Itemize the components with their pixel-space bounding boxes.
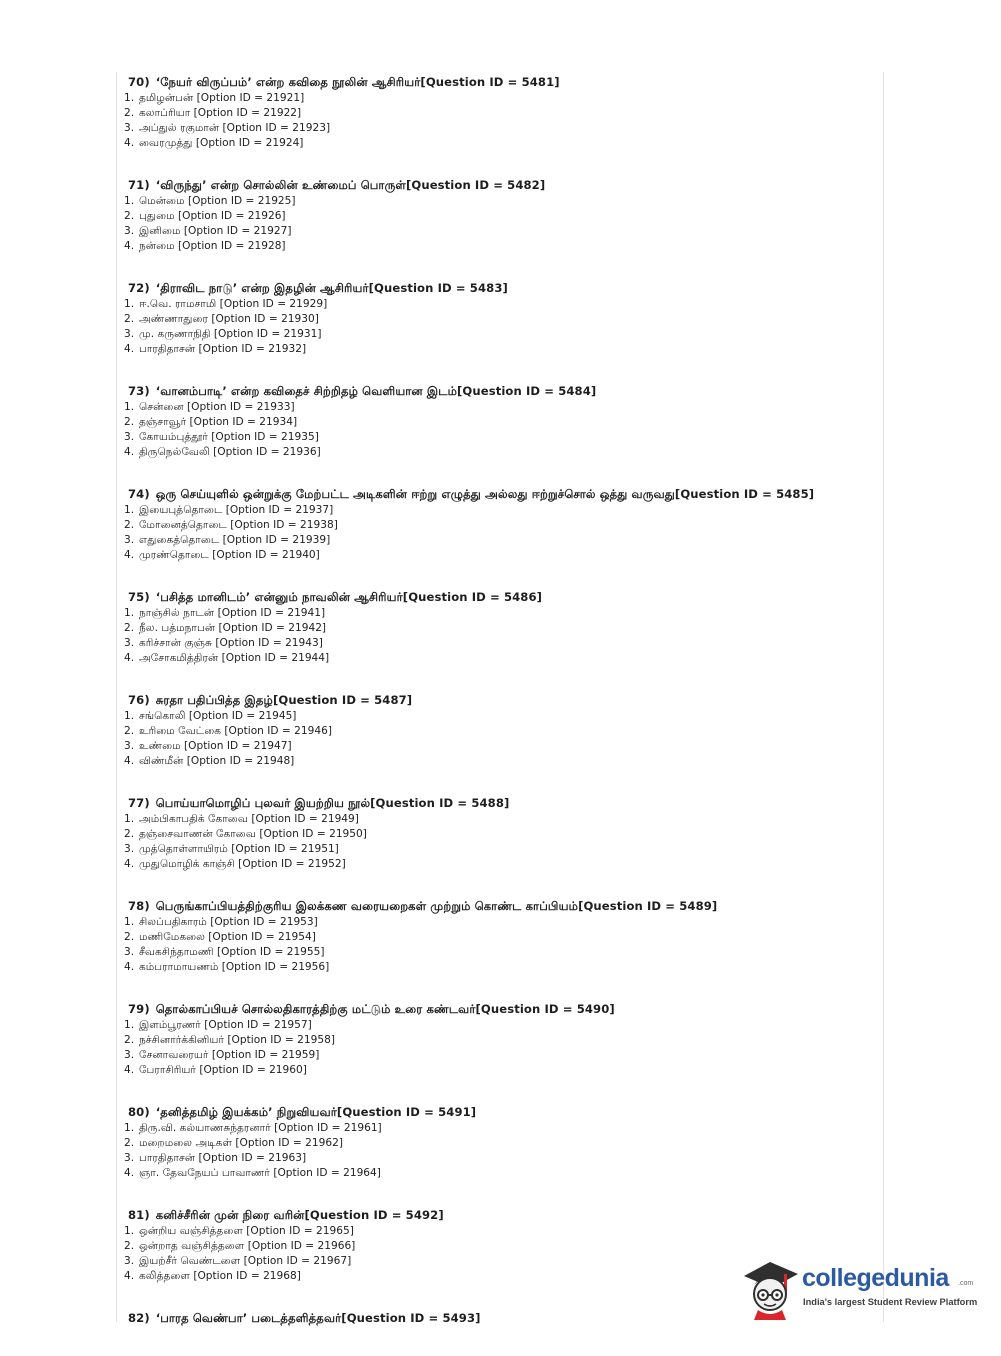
question-text: ‘வானம்பாடி’ என்ற கவிதைச் சிற்றிதழ் வெளியான இடம்[Question ID = 5484] <box>155 384 597 398</box>
question-text: ‘நேயர் விருப்பம்’ என்ற கவிதை நூலின் ஆசிரியர்[Question ID = 5481] <box>155 75 560 89</box>
question-heading <box>124 589 880 606</box>
option-text: நன்மை [Option ID = 21928] <box>139 240 286 252</box>
question-block <box>124 898 880 975</box>
option-number: 2. <box>124 828 135 840</box>
option-item <box>124 960 880 975</box>
option-number: 4. <box>124 652 135 664</box>
option-text: கம்பராமாயணம் [Option ID = 21956] <box>139 961 330 973</box>
option-number: 4. <box>124 858 135 870</box>
option-item <box>124 239 880 254</box>
option-text: அப்துல் ரகுமான் [Option ID = 21923] <box>139 122 331 134</box>
option-number: 4. <box>124 137 135 149</box>
option-item <box>124 342 880 357</box>
option-text: இயைபுத்தொடை [Option ID = 21937] <box>139 504 334 516</box>
option-text: உண்மை [Option ID = 21947] <box>139 740 292 752</box>
option-text: கரிச்சான் குஞ்சு [Option ID = 21943] <box>139 637 323 649</box>
option-item <box>124 503 880 518</box>
option-text: பாரதிதாசன் [Option ID = 21932] <box>139 343 307 355</box>
option-text: விண்மீன் [Option ID = 21948] <box>139 755 295 767</box>
option-item <box>124 1224 880 1239</box>
option-item <box>124 106 880 121</box>
option-item <box>124 754 880 769</box>
option-text: கலாப்ரியா [Option ID = 21922] <box>139 107 302 119</box>
question-number: 74) <box>128 487 150 501</box>
option-number: 4. <box>124 446 135 458</box>
question-block <box>124 1001 880 1078</box>
option-text: மென்மை [Option ID = 21925] <box>139 195 296 207</box>
student-mascot-icon <box>740 1250 802 1320</box>
option-item <box>124 533 880 548</box>
option-number: 2. <box>124 1034 135 1046</box>
option-number: 4. <box>124 1064 135 1076</box>
option-item <box>124 518 880 533</box>
option-text: முதுமொழிக் காஞ்சி [Option ID = 21952] <box>139 858 346 870</box>
option-item <box>124 606 880 621</box>
option-text: ஒன்றிய வஞ்சித்தளை [Option ID = 21965] <box>139 1225 354 1237</box>
option-item <box>124 636 880 651</box>
option-number: 1. <box>124 401 135 413</box>
option-item <box>124 430 880 445</box>
option-number: 4. <box>124 549 135 561</box>
question-text: கனிச்சீரின் முன் நிரை வரின்[Question ID = 5492] <box>155 1208 444 1222</box>
option-text: தஞ்சாவூர் [Option ID = 21934] <box>139 416 298 428</box>
option-item <box>124 445 880 460</box>
option-number: 3. <box>124 946 135 958</box>
option-text: ஞா. தேவநேயப் பாவாணர் [Option ID = 21964] <box>139 1167 381 1179</box>
option-item <box>124 1048 880 1063</box>
option-number: 2. <box>124 1137 135 1149</box>
option-text: புதுமை [Option ID = 21926] <box>139 210 286 222</box>
option-number: 2. <box>124 725 135 737</box>
option-text: முரண்தொடை [Option ID = 21940] <box>139 549 320 561</box>
option-list <box>124 194 880 254</box>
question-block <box>124 692 880 769</box>
question-number: 81) <box>128 1208 150 1222</box>
option-text: அண்ணாதுரை [Option ID = 21930] <box>139 313 319 325</box>
question-number: 79) <box>128 1002 150 1016</box>
option-item <box>124 297 880 312</box>
option-text: உரிமை வேட்கை [Option ID = 21946] <box>139 725 332 737</box>
option-item <box>124 91 880 106</box>
option-number: 3. <box>124 843 135 855</box>
option-text: சென்னை [Option ID = 21933] <box>139 401 295 413</box>
option-number: 2. <box>124 210 135 222</box>
option-item <box>124 121 880 136</box>
option-number: 2. <box>124 931 135 943</box>
option-text: ஈ.வெ. ராமசாமி [Option ID = 21929] <box>139 298 328 310</box>
option-number: 3. <box>124 1255 135 1267</box>
option-number: 3. <box>124 1152 135 1164</box>
option-number: 4. <box>124 240 135 252</box>
option-item <box>124 915 880 930</box>
question-list <box>124 74 880 1353</box>
option-number: 3. <box>124 328 135 340</box>
question-heading <box>124 1104 880 1121</box>
option-text: சங்கொலி [Option ID = 21945] <box>139 710 297 722</box>
option-list <box>124 91 880 151</box>
option-item <box>124 312 880 327</box>
option-item <box>124 1121 880 1136</box>
option-text: நாஞ்சில் நாடன் [Option ID = 21941] <box>139 607 326 619</box>
question-heading <box>124 177 880 194</box>
question-text: ‘பசித்த மானிடம்’ என்னும் நாவலின் ஆசிரியர்[Question ID = 5486] <box>155 590 543 604</box>
option-number: 2. <box>124 1240 135 1252</box>
question-text: ‘விருந்து’ என்ற சொல்லின் உண்மைப் பொருள்[Question ID = 5482] <box>155 178 546 192</box>
option-item <box>124 827 880 842</box>
option-text: இனிமை [Option ID = 21927] <box>139 225 292 237</box>
question-heading <box>124 795 880 812</box>
option-item <box>124 1018 880 1033</box>
question-text: தொல்காப்பியச் சொல்லதிகாரத்திற்கு மட்டும் உரை கண்டவர்[Question ID = 5490] <box>155 1002 615 1016</box>
option-text: கோயம்புத்தூர் [Option ID = 21935] <box>139 431 319 443</box>
option-number: 1. <box>124 504 135 516</box>
option-item <box>124 548 880 563</box>
question-block <box>124 280 880 357</box>
option-list <box>124 709 880 769</box>
option-number: 3. <box>124 225 135 237</box>
collegedunia-logo <box>740 1250 980 1326</box>
option-text: திருநெல்வேலி [Option ID = 21936] <box>139 446 321 458</box>
option-item <box>124 194 880 209</box>
option-number: 2. <box>124 416 135 428</box>
question-heading <box>124 486 880 503</box>
option-text: இயற்சீர் வெண்டளை [Option ID = 21967] <box>139 1255 352 1267</box>
option-number: 1. <box>124 710 135 722</box>
option-item <box>124 136 880 151</box>
option-list <box>124 1018 880 1078</box>
option-text: வைரமுத்து [Option ID = 21924] <box>139 137 304 149</box>
option-text: கலித்தளை [Option ID = 21968] <box>139 1270 301 1282</box>
option-text: சீவகசிந்தாமணி [Option ID = 21955] <box>139 946 325 958</box>
brand-domain: .com <box>958 1280 974 1287</box>
option-text: மோனைத்தொடை [Option ID = 21938] <box>139 519 338 531</box>
question-block <box>124 1104 880 1181</box>
option-text: திரு.வி. கல்யாணசுந்தரனார் [Option ID = 21961] <box>139 1122 382 1134</box>
question-block <box>124 795 880 872</box>
option-number: 1. <box>124 92 135 104</box>
question-heading <box>124 1207 880 1224</box>
option-item <box>124 1136 880 1151</box>
option-item <box>124 1151 880 1166</box>
option-number: 4. <box>124 755 135 767</box>
option-item <box>124 651 880 666</box>
question-number: 76) <box>128 693 150 707</box>
option-item <box>124 400 880 415</box>
option-number: 1. <box>124 607 135 619</box>
question-heading <box>124 280 880 297</box>
option-text: இளம்பூரணர் [Option ID = 21957] <box>139 1019 312 1031</box>
option-text: மறைமலை அடிகள் [Option ID = 21962] <box>139 1137 343 1149</box>
question-block <box>124 177 880 254</box>
option-text: அம்பிகாபதிக் கோவை [Option ID = 21949] <box>139 813 359 825</box>
question-number: 78) <box>128 899 150 913</box>
option-item <box>124 209 880 224</box>
option-item <box>124 812 880 827</box>
question-number: 71) <box>128 178 150 192</box>
option-item <box>124 224 880 239</box>
option-item <box>124 1033 880 1048</box>
question-block <box>124 486 880 563</box>
question-block <box>124 589 880 666</box>
option-text: சிலப்பதிகாரம் [Option ID = 21953] <box>139 916 318 928</box>
question-number: 72) <box>128 281 150 295</box>
option-text: எதுகைத்தொடை [Option ID = 21939] <box>139 534 331 546</box>
question-number: 80) <box>128 1105 150 1119</box>
question-text: பெருங்காப்பியத்திற்குரிய இலக்கண வரையறைகள் முற்றும் கொண்ட காப்பியம்[Question ID = 5489] <box>155 899 718 913</box>
option-item <box>124 621 880 636</box>
option-number: 2. <box>124 313 135 325</box>
option-list <box>124 400 880 460</box>
question-number: 77) <box>128 796 150 810</box>
option-number: 4. <box>124 343 135 355</box>
option-item <box>124 857 880 872</box>
option-number: 1. <box>124 1019 135 1031</box>
question-text: ஒரு செய்யுளில் ஒன்றுக்கு மேற்பட்ட அடிகளின் ஈற்று எழுத்து அல்லது ஈற்றுச்சொல் ஒத்து வருவது[Question ID = 5485] <box>155 487 815 501</box>
question-text: பொய்யாமொழிப் புலவர் இயற்றிய நூல்[Question ID = 5488] <box>155 796 510 810</box>
option-number: 3. <box>124 740 135 752</box>
option-number: 1. <box>124 916 135 928</box>
question-block <box>124 74 880 151</box>
option-list <box>124 503 880 563</box>
option-text: நச்சினார்க்கினியர் [Option ID = 21958] <box>139 1034 335 1046</box>
option-text: தமிழன்பன் [Option ID = 21921] <box>139 92 305 104</box>
option-list <box>124 297 880 357</box>
option-item <box>124 415 880 430</box>
option-number: 4. <box>124 961 135 973</box>
question-block <box>124 383 880 460</box>
option-number: 1. <box>124 195 135 207</box>
option-text: ஒன்றாத வஞ்சித்தளை [Option ID = 21966] <box>139 1240 356 1252</box>
option-text: சேனாவரையர் [Option ID = 21959] <box>139 1049 320 1061</box>
question-number: 82) <box>128 1311 150 1325</box>
option-item <box>124 739 880 754</box>
option-number: 3. <box>124 637 135 649</box>
option-number: 2. <box>124 107 135 119</box>
option-item <box>124 724 880 739</box>
option-text: மு. கருணாநிதி [Option ID = 21931] <box>139 328 322 340</box>
option-item <box>124 842 880 857</box>
question-heading <box>124 898 880 915</box>
brand-name: collegedunia <box>802 1264 949 1292</box>
question-heading <box>124 1001 880 1018</box>
option-item <box>124 1063 880 1078</box>
option-text: பேராசிரியர் [Option ID = 21960] <box>139 1064 307 1076</box>
option-number: 1. <box>124 1122 135 1134</box>
option-text: மணிமேகலை [Option ID = 21954] <box>139 931 316 943</box>
option-number: 2. <box>124 622 135 634</box>
option-item <box>124 709 880 724</box>
option-text: அசோகமித்திரன் [Option ID = 21944] <box>139 652 330 664</box>
option-number: 2. <box>124 519 135 531</box>
option-number: 1. <box>124 1225 135 1237</box>
option-text: நீல. பத்மநாபன் [Option ID = 21942] <box>139 622 327 634</box>
question-text: ‘திராவிட நாடு’ என்ற இதழின் ஆசிரியர்[Question ID = 5483] <box>155 281 508 295</box>
option-list <box>124 915 880 975</box>
option-number: 1. <box>124 298 135 310</box>
question-text: ‘பாரத வெண்பா’ படைத்தளித்தவர்[Question ID = 5493] <box>155 1311 481 1325</box>
question-number: 70) <box>128 75 150 89</box>
question-text: சுரதா பதிப்பித்த இதழ்[Question ID = 5487] <box>155 693 413 707</box>
question-number: 75) <box>128 590 150 604</box>
option-number: 4. <box>124 1167 135 1179</box>
option-text: பாரதிதாசன் [Option ID = 21963] <box>139 1152 307 1164</box>
option-item <box>124 930 880 945</box>
option-number: 3. <box>124 1049 135 1061</box>
brand-tagline: India's largest Student Review Platform <box>803 1297 978 1307</box>
question-heading <box>124 692 880 709</box>
option-number: 4. <box>124 1270 135 1282</box>
question-text: ‘தனித்தமிழ் இயக்கம்’ நிறுவியவர்[Question ID = 5491] <box>155 1105 477 1119</box>
option-list <box>124 1121 880 1181</box>
option-item <box>124 327 880 342</box>
question-heading <box>124 383 880 400</box>
question-number: 73) <box>128 384 150 398</box>
option-number: 3. <box>124 431 135 443</box>
option-text: முத்தொள்ளாயிரம் [Option ID = 21951] <box>139 843 339 855</box>
option-number: 1. <box>124 813 135 825</box>
option-number: 3. <box>124 534 135 546</box>
question-heading <box>124 74 880 91</box>
option-list <box>124 812 880 872</box>
option-item <box>124 1166 880 1181</box>
option-list <box>124 606 880 666</box>
option-text: தஞ்சைவாணன் கோவை [Option ID = 21950] <box>139 828 367 840</box>
option-number: 3. <box>124 122 135 134</box>
option-item <box>124 945 880 960</box>
